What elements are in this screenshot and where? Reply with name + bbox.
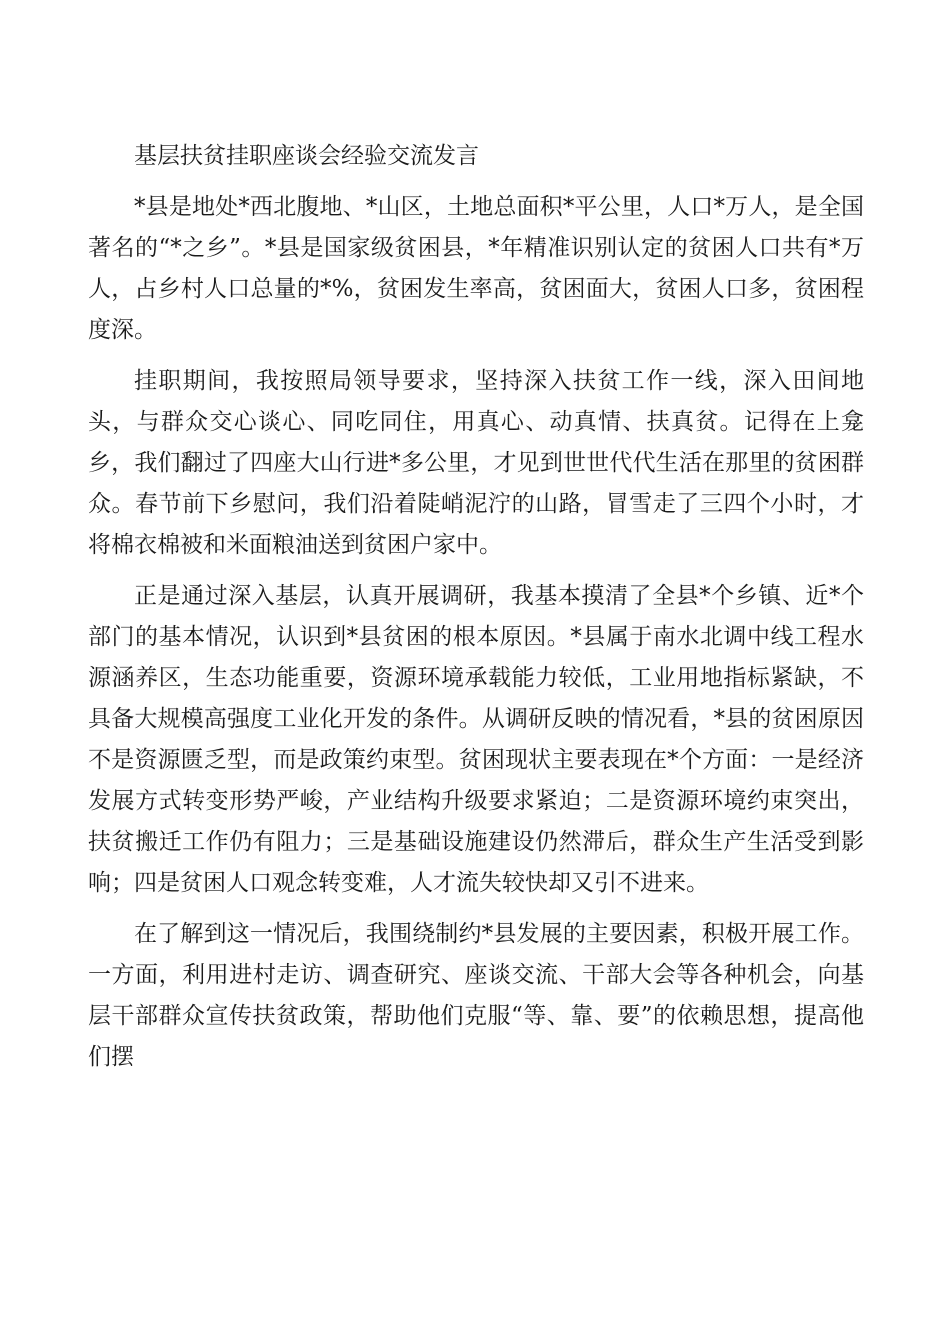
- document-body: [88, 136, 864, 1088]
- paragraph-posting-experience: 挂职期间，我按照局领导要求，坚持深入扶贫工作一线，深入田间地头，与群众交心谈心、同吃同住，用真心、动真情、扶真贫。记得在上龛乡，我们翻过了四座大山行进*多公里，才见到世世代代生活在那里的贫困群众。春节前下乡慰问，我们沿着陡峭泥泞的山路，冒雪走了三四个小时，才将棉衣棉被和米面粮油送到贫困户家中。: [88, 368, 864, 558]
- document-title: 基层扶贫挂职座谈会经验交流发言: [134, 143, 479, 169]
- paragraph-actions: 在了解到这一情况后，我围绕制约*县发展的主要因素，积极开展工作。一方面，利用进村走访、调查研究、座谈交流、干部大会等各种机会，向基层干部群众宣传扶贫政策，帮助他们克服“等、靠、要”的依赖思想，提高他们摆: [88, 921, 864, 1070]
- paragraph-intro: *县是地处*西北腹地、*山区，土地总面积*平公里，人口*万人，是全国著名的“*之乡”。*县是国家级贫困县，*年精准识别认定的贫困人口共有*万人，占乡村人口总量的*%，贫困发生率高，贫困面大，贫困人口多，贫困程度深。: [88, 194, 864, 343]
- paragraph-poverty-causes: 正是通过深入基层，认真开展调研，我基本摸清了全县*个乡镇、近*个部门的基本情况，认识到*县贫困的根本原因。*县属于南水北调中线工程水源涵养区，生态功能重要，资源环境承载能力较低，工业用地指标紧缺，不具备大规模高强度工业化开发的条件。从调研反映的情况看，*县的贫困原因不是资源匮乏型，而是政策约束型。贫困现状主要表现在*个方面：一是经济发展方式转变形势严峻，产业结构升级要求紧迫；二是资源环境约束突出，扶贫搬迁工作仍有阻力；三是基础设施建设仍然滞后，群众生产生活受到影响；四是贫困人口观念转变难，人才流失较快却又引不进来。: [88, 583, 864, 896]
